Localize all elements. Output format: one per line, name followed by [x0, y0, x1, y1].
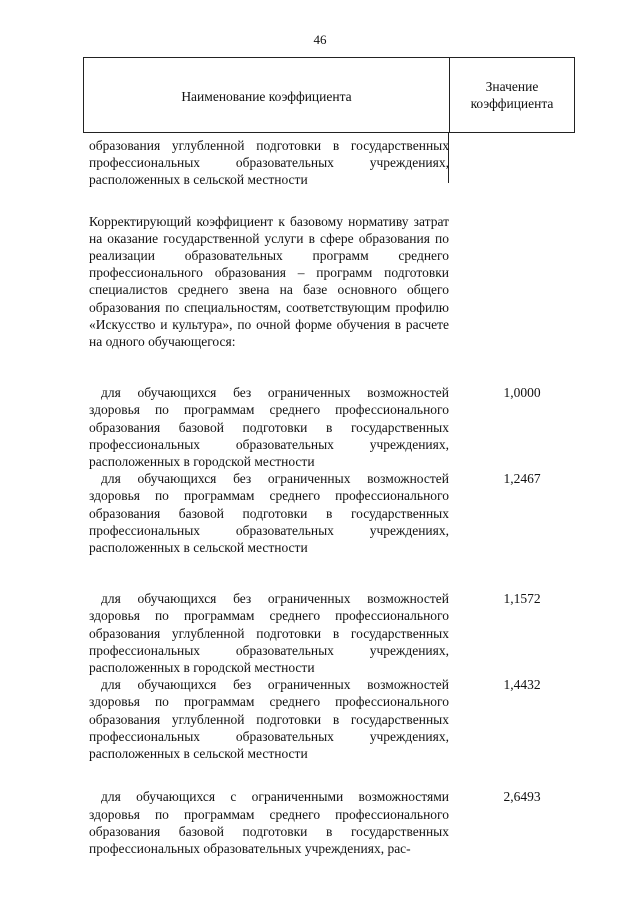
- header-value-column: Значение коэффициента: [470, 79, 554, 111]
- table-row: [89, 676, 541, 762]
- table-row: [89, 384, 541, 470]
- coefficient-value: 1,0000: [503, 385, 541, 401]
- coefficient-value: 2,6493: [503, 789, 541, 805]
- header-name-column: Наименование коэффициента: [84, 58, 450, 132]
- coefficient-value: 1,2467: [503, 471, 541, 487]
- coefficient-name: для обучающихся без ограниченных возможностей здоровья по программам среднего профессионального образования базовой подготовки в государственных профессиональных образовательных учреждениях, расположенных в сельской местности: [89, 471, 449, 556]
- coefficient-name: для обучающихся без ограниченных возможностей здоровья по программам среднего профессионального образования углубленной подготовки в государственных профессиональных образовательных учреждениях, расположенных в городской местности: [89, 591, 449, 676]
- table-body: [89, 137, 541, 857]
- coefficient-name: для обучающихся без ограниченных возможностей здоровья по программам среднего профессионального образования углубленной подготовки в государственных профессиональных образовательных учреждениях, расположенных в сельской местности: [89, 677, 449, 762]
- table-row: [89, 137, 449, 189]
- coefficient-value: 1,4432: [503, 677, 541, 693]
- coefficient-value: 1,1572: [503, 591, 541, 607]
- coefficient-name: Корректирующий коэффициент к базовому нормативу затрат на оказание государственной услуги в сфере образования по реализации образовательных программ среднего профессионального образования – программ подготовки специалистов среднего звена на базе основного общего образования по специальностям, соответствующим профилю «Искусство и культура», по очной форме обучения в расчете на одного обучающегося:: [89, 213, 449, 350]
- table-row: [89, 590, 541, 676]
- coefficient-name: образования углубленной подготовки в государственных профессиональных образовательных учреждениях, расположенных в сельской местности: [89, 138, 449, 188]
- table-header: [83, 57, 575, 133]
- coefficient-name: для обучающихся без ограниченных возможностей здоровья по программам среднего профессионального образования базовой подготовки в государственных профессиональных образовательных учреждениях, расположенных в городской местности: [89, 385, 449, 470]
- table-row: [89, 788, 541, 857]
- coefficient-name: для обучающихся с ограниченными возможностями здоровья по программам среднего профессионального образования базовой подготовки в государственных профессиональных образовательных учреждениях, рас-: [89, 789, 449, 856]
- table-row: [89, 213, 449, 351]
- page-number: 46: [313, 32, 327, 47]
- table-row: [89, 470, 541, 556]
